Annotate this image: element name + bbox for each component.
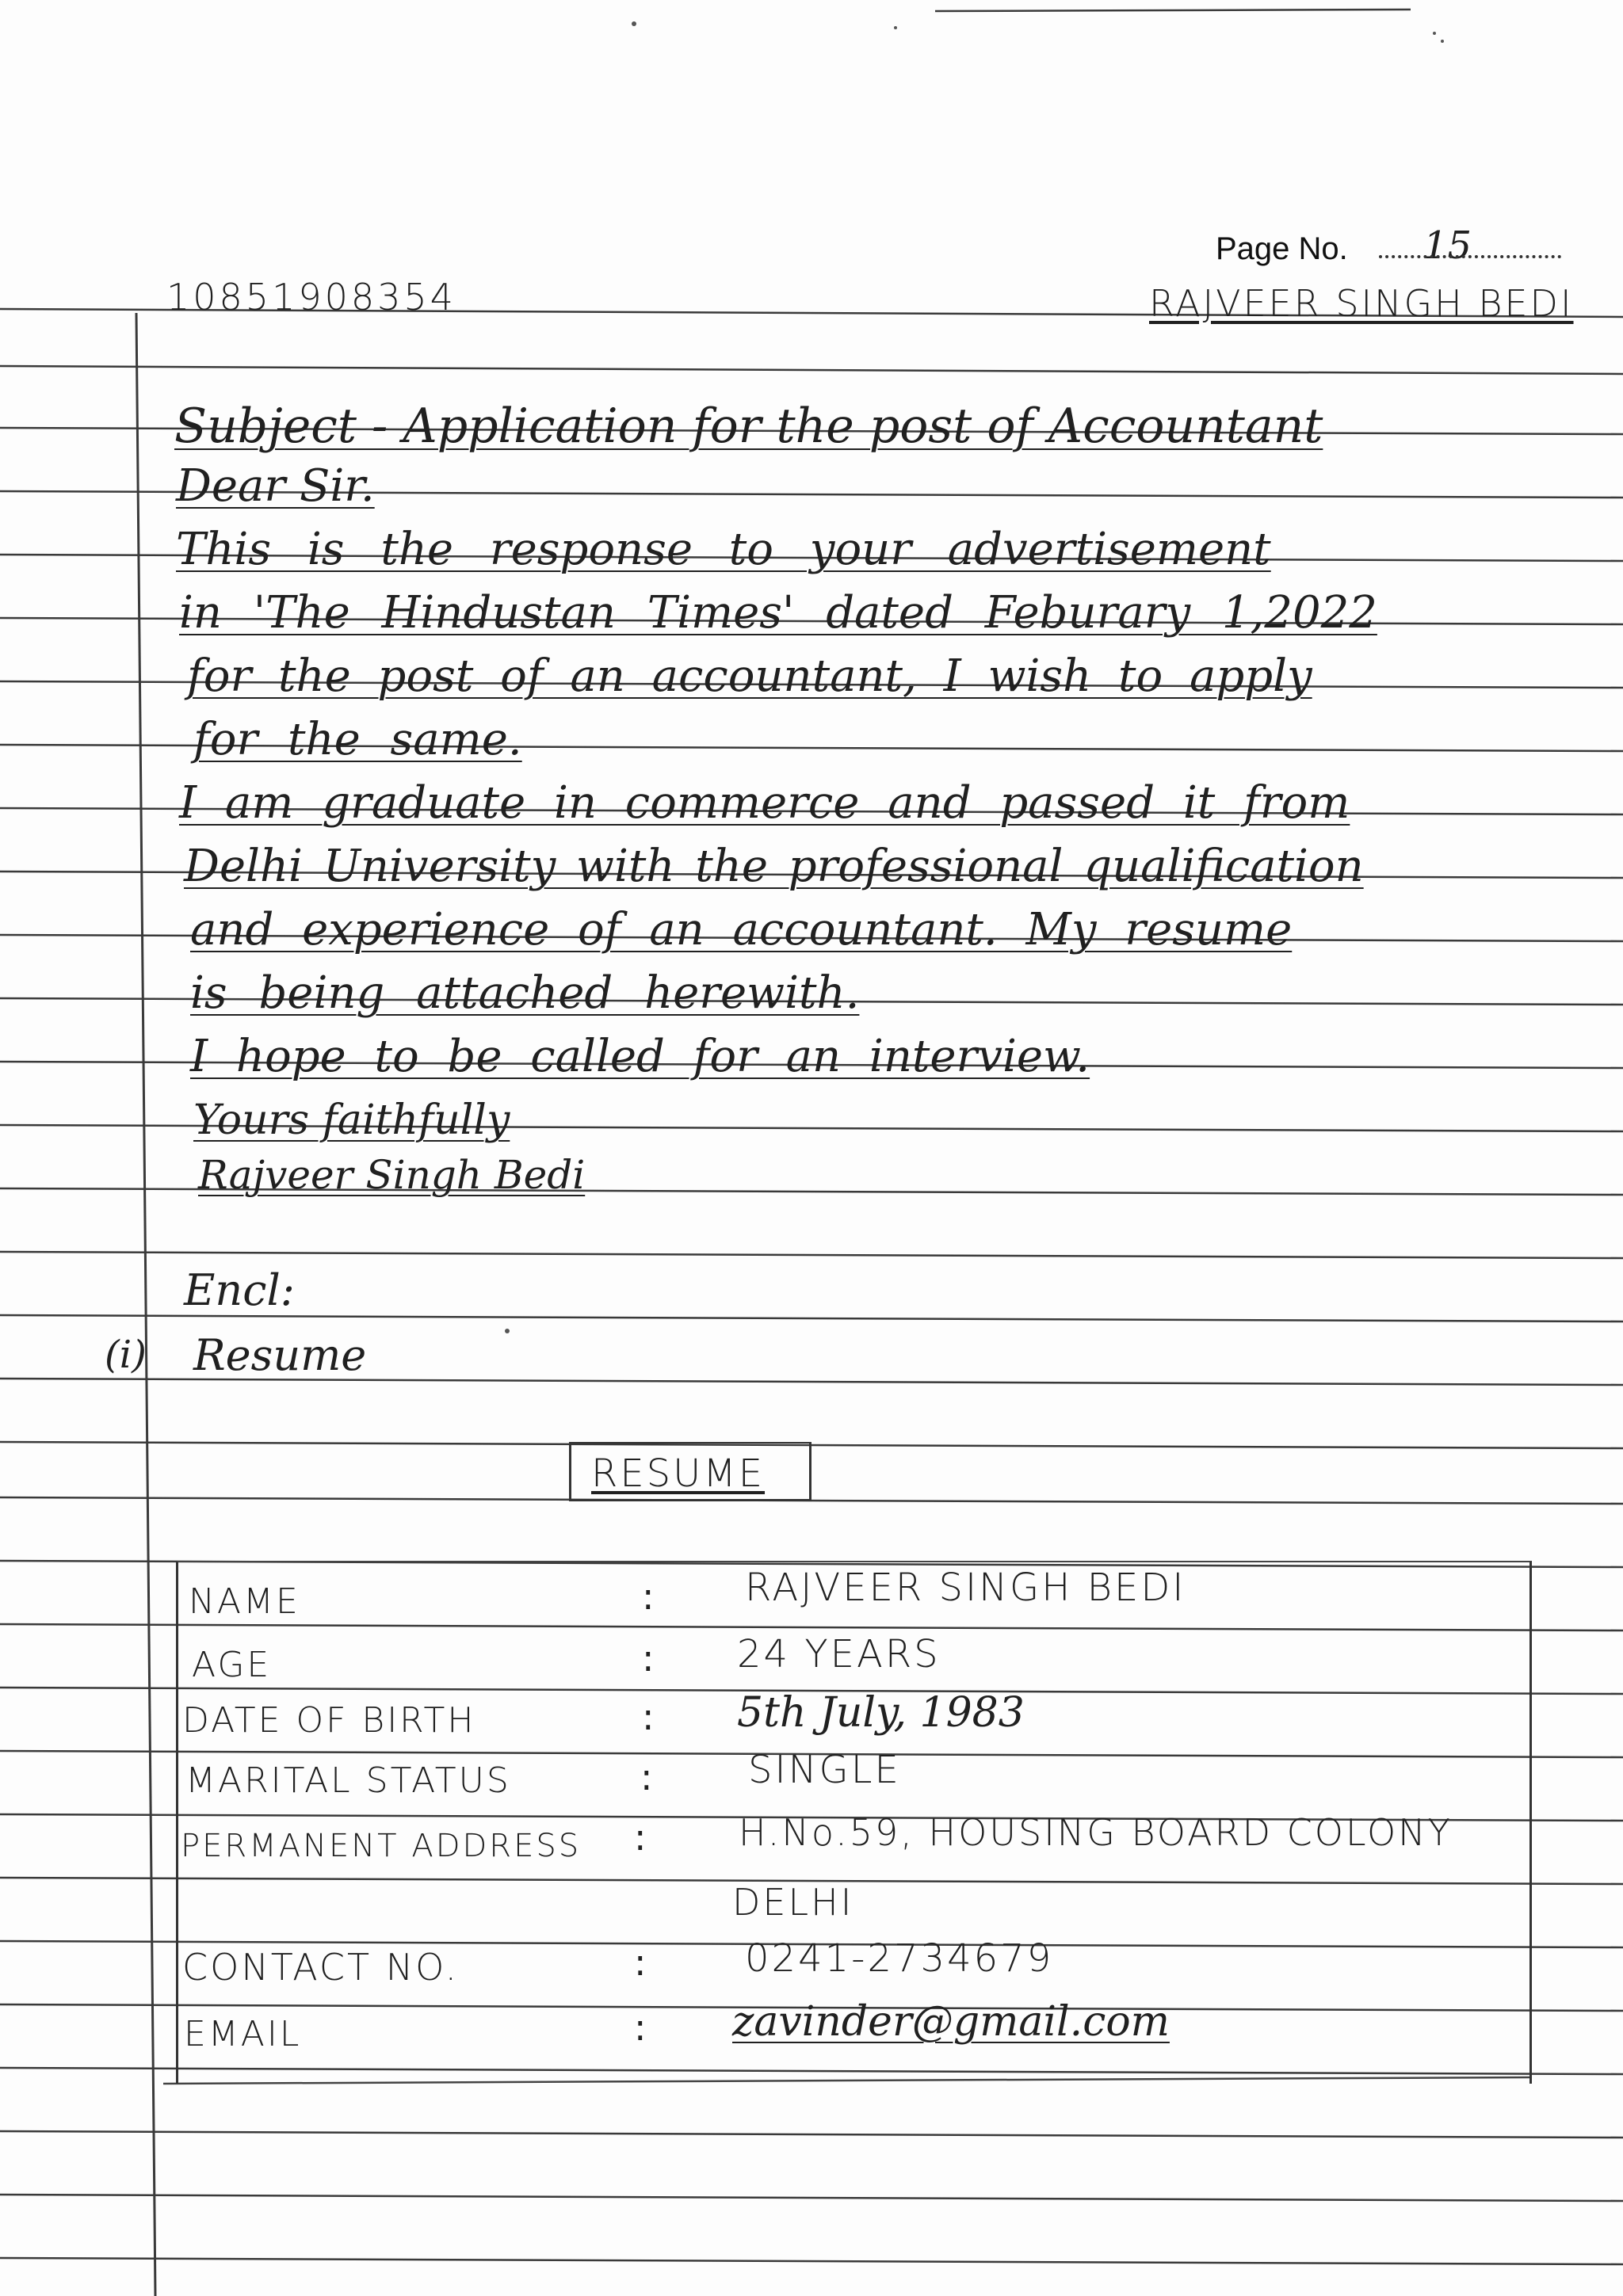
- resume-colon: :: [634, 1816, 647, 1859]
- letter-body-line: and experience of an accountant. My resume: [190, 904, 1293, 955]
- resume-colon: :: [642, 1695, 655, 1738]
- resume-colon: :: [634, 2006, 647, 2049]
- resume-value-email: zavinder@gmail.com: [732, 1998, 1170, 2046]
- resume-colon: :: [642, 1575, 655, 1618]
- resume-value-age: 24 YEARS: [737, 1632, 941, 1676]
- resume-label-address: PERMANENT ADDRESS: [181, 1828, 582, 1864]
- resume-label-marital-status: MARITAL STATUS: [185, 1760, 511, 1801]
- enclosure-item: Resume: [193, 1330, 367, 1380]
- enclosure-label: Encl:: [184, 1265, 295, 1315]
- letter-body-line: I hope to be called for an interview.: [190, 1031, 1090, 1082]
- resume-label-age: AGE: [192, 1645, 272, 1685]
- letter-subject: Subject - Application for the post of Accountant: [174, 399, 1323, 454]
- page-number-label: Page No.: [1216, 231, 1348, 266]
- resume-label-dob: DATE OF BIRTH: [182, 1700, 476, 1741]
- resume-value-dob: 5th July, 1983: [737, 1689, 1025, 1737]
- resume-label-email: EMAIL: [184, 2014, 302, 2054]
- resume-title: RESUME: [591, 1451, 766, 1496]
- resume-value-address: H.No.59, HOUSING BOARD COLONY: [739, 1811, 1453, 1854]
- letter-salutation: Dear Sir.: [176, 460, 375, 512]
- resume-value-name: RAJVEER SINGH BEDI: [745, 1566, 1186, 1610]
- resume-colon: :: [634, 1941, 647, 1984]
- letter-body-line: I am graduate in commerce and passed it from: [179, 777, 1350, 829]
- letter-body-line: for the same.: [193, 714, 522, 765]
- roll-number: 10851908354: [166, 276, 456, 318]
- resume-label-contact: CONTACT NO.: [182, 1946, 460, 1989]
- page-number-value: 15: [1423, 223, 1472, 268]
- page-number-dots: [1379, 255, 1561, 258]
- student-name: RAJVEER SINGH BEDI: [1149, 282, 1574, 325]
- letter-closing: Yours faithfully: [193, 1097, 510, 1144]
- resume-colon: :: [640, 1756, 653, 1798]
- letter-body-line: Delhi University with the professional qualification: [184, 841, 1364, 892]
- letter-signature: Rajveer Singh Bedi: [198, 1152, 586, 1198]
- resume-colon: :: [642, 1637, 655, 1680]
- resume-label-name: NAME: [189, 1581, 300, 1622]
- letter-body-line: This is the response to your advertisement: [176, 524, 1271, 575]
- letter-body-line: in 'The Hindustan Times' dated Feburary 1,2022: [179, 587, 1377, 639]
- letter-body-line: for the post of an accountant, I wish to apply: [187, 650, 1312, 702]
- resume-value-contact: 0241-2734679: [745, 1936, 1054, 1981]
- resume-value-address-line2: DELHI: [732, 1881, 854, 1924]
- resume-value-marital-status: SINGLE: [748, 1748, 901, 1792]
- letter-body-line: is being attached herewith.: [190, 967, 860, 1019]
- enclosure-marker: (i): [105, 1333, 147, 1377]
